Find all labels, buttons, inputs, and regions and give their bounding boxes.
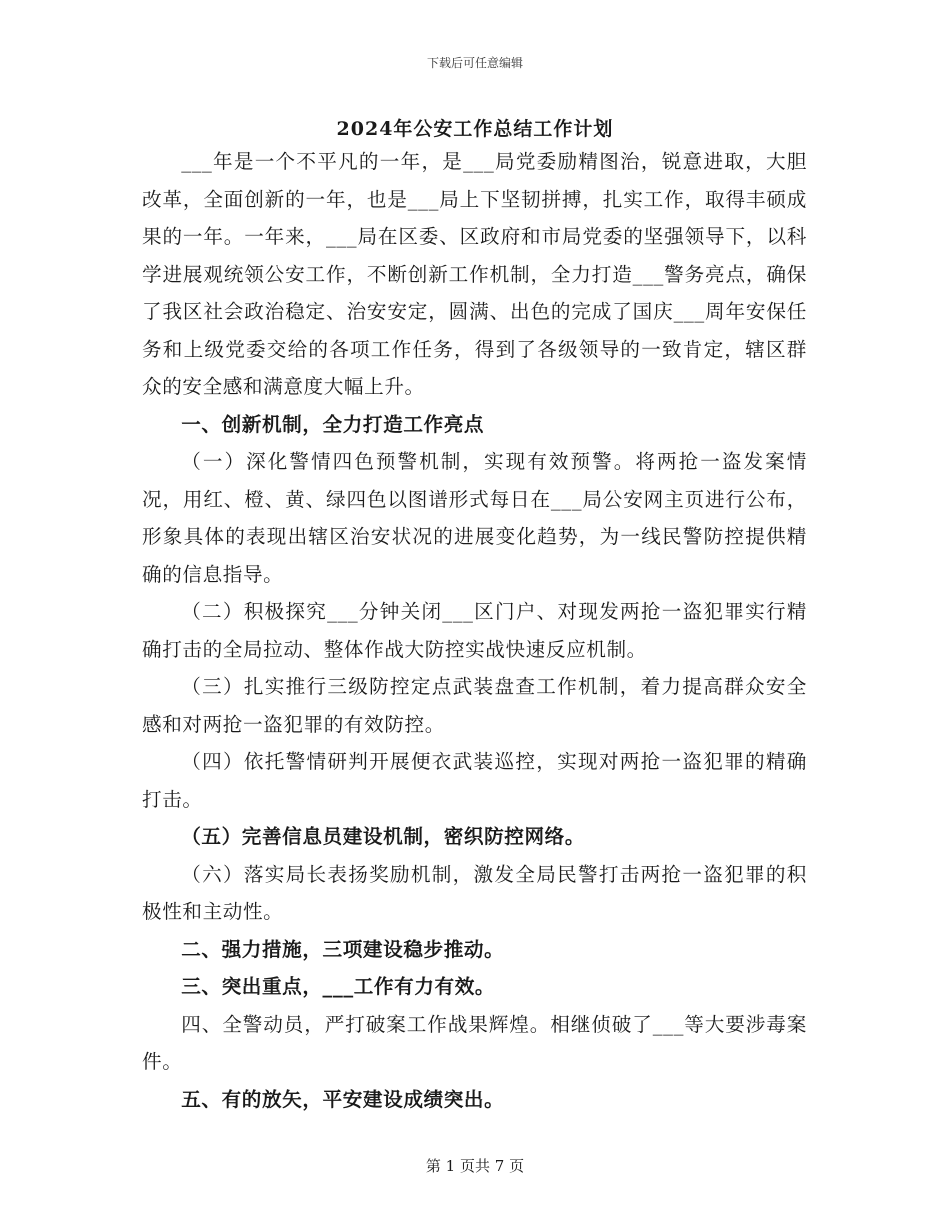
page-number: 第 1 页共 7 页 <box>425 1157 525 1175</box>
document-title: 2024年公安工作总结工作计划 <box>336 118 614 140</box>
sub-item-5: （五）完善信息员建设机制，密织防控网络。 <box>181 825 586 848</box>
section-heading-2: 二、强力措施，三项建设稳步推动。 <box>181 937 505 961</box>
document-body <box>142 143 807 1118</box>
sub-item-2: （二）积极探究___分钟关闭___区门户、对现发两抢一盗犯罪实行精确打击的全局拉动、整体作战大防控实战快速反应机制。 <box>142 600 807 661</box>
section-heading-3: 三、突出重点，___工作有力有效。 <box>181 975 496 998</box>
sub-item-4: （四）依托警情研判开展便衣武装巡控，实现对两抢一盗犯罪的精确打击。 <box>142 750 807 811</box>
section-4-paragraph: 四、全警动员，严打破案工作战果辉煌。相继侦破了___等大要涉毒案件。 <box>142 1012 807 1073</box>
download-note: 下载后可任意编辑 <box>426 56 523 70</box>
section-heading-1: 一、创新机制，全力打造工作亮点 <box>181 412 485 436</box>
sub-item-6: （六）落实局长表扬奖励机制，激发全局民警打击两抢一盗犯罪的积极性和主动性。 <box>142 862 807 923</box>
intro-paragraph: ___年是一个不平凡的一年，是___局党委励精图治，锐意进取，大胆改革，全面创新的一年，也是___局上下坚韧拼搏，扎实工作，取得丰硕成果的一年。一年来，___局在区委、区政府和市局党委的坚强领导下，以科学进展观统领公安工作，不断创新工作机制，全力打造___警务亮点，确保了我区社会政治稳定、治安安定，圆满、出色的完成了国庆___周年安保任务和上级党委交给的各项工作任务，得到了各级领导的一致肯定，辖区群众的安全感和满意度大幅上升。 <box>142 150 807 398</box>
sub-item-3: （三）扎实推行三级防控定点武装盘查工作机制，着力提高群众安全感和对两抢一盗犯罪的有效防控。 <box>142 675 807 736</box>
sub-item-1: （一）深化警情四色预警机制，实现有效预警。将两抢一盗发案情况，用红、橙、黄、绿四色以图谱形式每日在___局公安网主页进行公布，形象具体的表现出辖区治安状况的进展变化趋势，为一线民警防控提供精确的信息指导。 <box>142 450 807 586</box>
section-heading-5: 五、有的放矢，平安建设成绩突出。 <box>181 1087 505 1111</box>
